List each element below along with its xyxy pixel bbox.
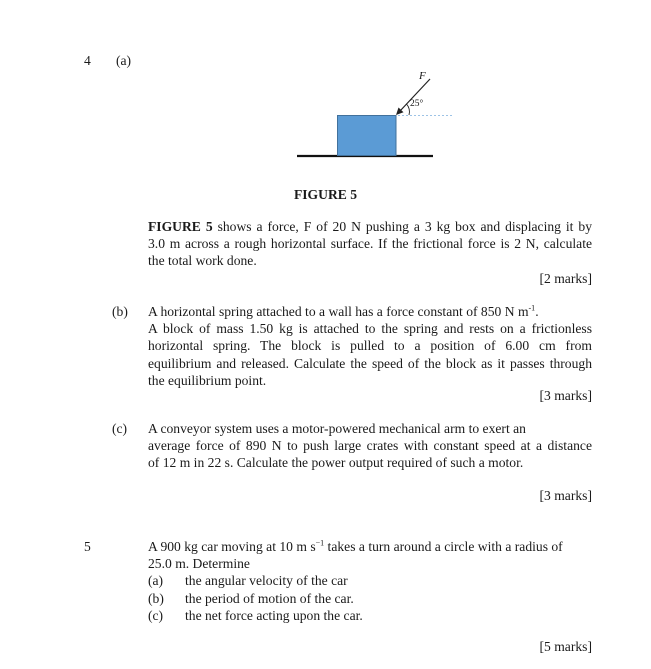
question-5-number: 5 [84, 539, 91, 554]
question-4a-marks: [2 marks] [539, 271, 592, 286]
question-5c-item: (c) the net force acting upon the car. [148, 607, 363, 623]
figure-ref: FIGURE 5 [148, 219, 213, 234]
angle-label: 25° [410, 99, 424, 109]
question-5-marks: [5 marks] [539, 639, 592, 654]
question-5a-item: (a) the angular velocity of the car [148, 573, 348, 589]
question-5-text: A 900 kg car moving at 10 m $s^{-1}$ takes a turn around a circle with a radius of 25.0 m. Determine (a) the angular velocity of the car (b) the period of motion of the car. (c) the net force acting upon the car. [148, 538, 592, 624]
question-4b-text: A horizontal spring attached to a wall has a force constant of 850 N $m^{-1}$. A block of mass 1.50 kg is attached to the spring and rests on a frictionless horizontal spring. The block is pulled to a position of 6.00 cm from equilibrium and released. Calculate the speed of the block as it passes through the equilibrium point. [148, 303, 592, 388]
question-5b-item: (b) the period of motion of the car. [148, 590, 354, 606]
figure-caption: FIGURE 5 [293, 187, 358, 202]
question-4c-text: A conveyor system uses a motor-powered mechanical arm to exert an average force of 890 N to push large crates with constant speed at a distance of 12 m in 22 s. Calculate the power output required of such a motor. [148, 421, 592, 471]
question-4a-label: (a) [116, 53, 132, 68]
box-shape [338, 116, 397, 156]
question-4c-marks: [3 marks] [539, 488, 592, 503]
question-4a-text: FIGURE 5 shows a force, F of 20 N pushing a 3 kg box and displacing it by 3.0 m across a rough horizontal surface. If the frictional force is 2 N, calculate the total work done. [148, 219, 592, 269]
question-4c-label: (c) [112, 421, 128, 436]
angle-arc [407, 104, 410, 115]
question-4b-label: (b) [112, 304, 128, 319]
question-4-number: 4 [84, 53, 91, 68]
force-label: F [419, 70, 426, 82]
question-4b-marks: [3 marks] [539, 388, 592, 403]
